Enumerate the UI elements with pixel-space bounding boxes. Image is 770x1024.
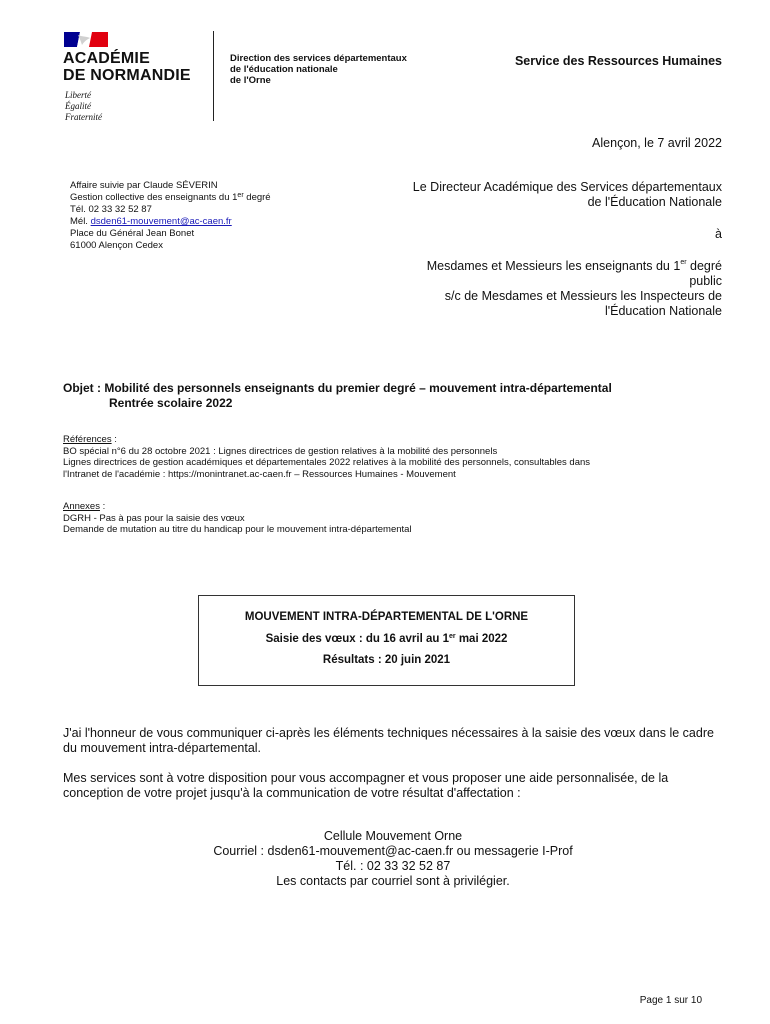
annex-item: Demande de mutation au titre du handicap pour le mouvement intra-départemental	[63, 524, 412, 535]
contact-mel-label: Mél.	[70, 216, 91, 227]
letter-subject	[63, 381, 612, 411]
recipient-a: à	[715, 227, 722, 241]
recipient-line-2: public	[689, 274, 722, 288]
contact-tel: Tél. 02 33 32 52 87	[70, 204, 152, 215]
mouvement-summary-box	[198, 595, 575, 686]
letter-date: Alençon, le 7 avril 2022	[592, 136, 722, 150]
recipient-line-4: l'Éducation Nationale	[604, 304, 722, 318]
header-divider	[213, 31, 214, 121]
page-number: Page 1 sur 10	[639, 995, 702, 1006]
recipient-line-1-sup: er	[680, 259, 687, 266]
contact-email-link[interactable]: dsden61-mouvement@ac-caen.fr	[90, 216, 232, 227]
contact-block	[70, 180, 271, 252]
recipient-block	[342, 180, 722, 319]
subject-line-1: Objet : Mobilité des personnels enseignants du premier degré – mouvement intra-départemental	[63, 381, 612, 395]
academie-line-1: ACADÉMIE	[63, 50, 150, 67]
box-resultats: Résultats : 20 juin 2021	[322, 654, 451, 666]
reference-item: BO spécial n°6 du 28 octobre 2021 : Lignes directrices de gestion relatives à la mobilité des personnels	[63, 445, 498, 457]
body-paragraph-2: Mes services sont à votre disposition pour vous accompagner et vous proposer une aide personnalisée, de la conception de votre projet jusqu'à la communication de votre résultat d'affectation :	[63, 771, 669, 800]
box-title: MOUVEMENT INTRA-DÉPARTEMENTAL DE L'ORNE	[244, 611, 529, 623]
annex-item: DGRH - Pas à pas pour la saisie des vœux	[63, 512, 245, 524]
direction-block	[230, 53, 407, 86]
box-saisie-end: mai 2022	[455, 633, 508, 645]
reference-item: Lignes directrices de gestion académiques et départementales 2022 relatives à la mobilité des personnels, consultables dans	[63, 457, 591, 468]
cellule-contact-block	[63, 829, 723, 889]
service-title: Service des Ressources Humaines	[514, 54, 722, 68]
cellule-tel: Tél. : 02 33 32 52 87	[335, 859, 451, 873]
annexes-heading: Annexes	[63, 501, 100, 512]
references-heading-line	[63, 434, 723, 446]
contact-gestion-sup: er	[237, 192, 244, 199]
body-paragraph-1: J'ai l'honneur de vous communiquer ci-après les éléments techniques nécessaires à la saisie des vœux dans le cadre du mouvement intra-départemental.	[63, 726, 714, 755]
references-block	[63, 434, 723, 480]
box-saisie-sup: er	[449, 633, 456, 640]
box-saisie-text: Saisie des vœux : du 16 avril au 1	[265, 633, 450, 645]
contact-gestion-end: degré	[243, 192, 271, 203]
contact-gestion-text: Gestion collective des enseignants du 1	[70, 192, 238, 203]
motto-egalite: Égalité	[65, 101, 91, 111]
contact-mel	[70, 216, 271, 228]
reference-item: l'Intranet de l'académie : https://monintranet.ac-caen.fr – Ressources Humaines - Mouvement	[63, 468, 456, 480]
republique-francaise-logo-icon	[64, 32, 108, 47]
contact-address-2: 61000 Alençon Cedex	[70, 240, 163, 251]
contact-gestion	[70, 192, 271, 204]
academie-line-2: DE NORMANDIE	[63, 67, 191, 84]
motto-fraternite: Fraternité	[65, 112, 102, 122]
cellule-name: Cellule Mouvement Orne	[323, 829, 463, 843]
annexes-colon: :	[99, 501, 106, 512]
cellule-note: Les contacts par courriel sont à privilégier.	[276, 874, 510, 888]
sender-line-1: Le Directeur Académique des Services départementaux	[412, 180, 722, 194]
recipient-line-1-text: Mesdames et Messieurs les enseignants du 1	[426, 259, 681, 273]
academie-name	[63, 50, 191, 84]
box-saisie-dates	[199, 633, 574, 645]
subject-line-2: Rentrée scolaire 2022	[109, 396, 233, 410]
motto-liberte: Liberté	[65, 90, 91, 100]
contact-affaire: Affaire suivie par Claude SÉVERIN	[70, 180, 218, 191]
recipient-line-1-end: degré	[686, 259, 722, 273]
references-colon: :	[111, 434, 117, 445]
direction-line-2: de l'éducation nationale	[230, 64, 338, 75]
sender-line-2: de l'Éducation Nationale	[587, 195, 722, 209]
contact-address-1: Place du Général Jean Bonet	[70, 228, 195, 239]
republic-motto	[65, 90, 102, 123]
references-heading: Références	[63, 434, 112, 445]
direction-line-3: de l'Orne	[230, 75, 271, 86]
annexes-heading-line	[63, 501, 723, 513]
recipient-line-1	[342, 259, 722, 274]
annexes-block	[63, 501, 723, 536]
recipient-line-3: s/c de Mesdames et Messieurs les Inspecteurs de	[444, 289, 722, 303]
direction-line-1: Direction des services départementaux	[230, 53, 407, 64]
cellule-courriel: Courriel : dsden61-mouvement@ac-caen.fr ou messagerie I-Prof	[213, 844, 573, 858]
